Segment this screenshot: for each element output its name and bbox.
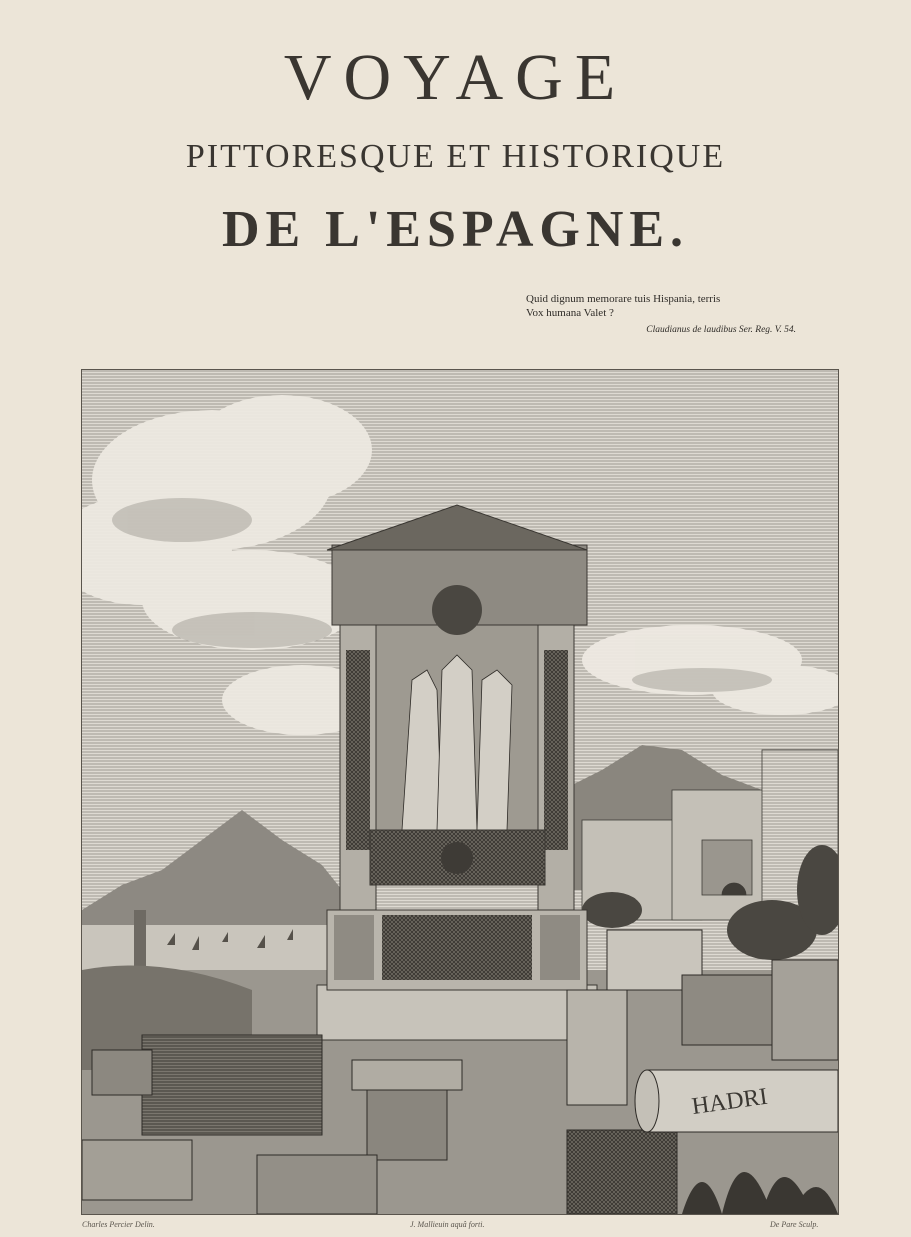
credit-draftsman: Charles Percier Delin.: [82, 1220, 155, 1229]
epigraph-source: Claudianus de laudibus Ser. Reg. V. 54.: [646, 325, 796, 335]
column-drum: [635, 1070, 838, 1132]
monument: [317, 505, 597, 1040]
page-title-espagne: DE L'ESPAGNE.: [221, 201, 690, 258]
credit-etcher: J. Mallieuin aquâ forti.: [410, 1220, 485, 1229]
credit-engraver: De Pare Sculp.: [770, 1220, 819, 1229]
page-title-subtitle: PITTORESQUE ET HISTORIQUE: [185, 138, 726, 175]
engraving-plate: [81, 369, 839, 1215]
engraving-illustration: [82, 370, 838, 1214]
page-title-voyage: VOYAGE: [283, 41, 628, 114]
epigraph-line-1: Quid dignum memorare tuis Hispania, terris: [526, 293, 721, 305]
epigraph-line-2: Vox humana Valet ?: [526, 307, 614, 319]
epigraph: [526, 292, 796, 337]
distant-tower: [134, 910, 146, 968]
column-inscription: HADRI: [690, 1083, 770, 1121]
